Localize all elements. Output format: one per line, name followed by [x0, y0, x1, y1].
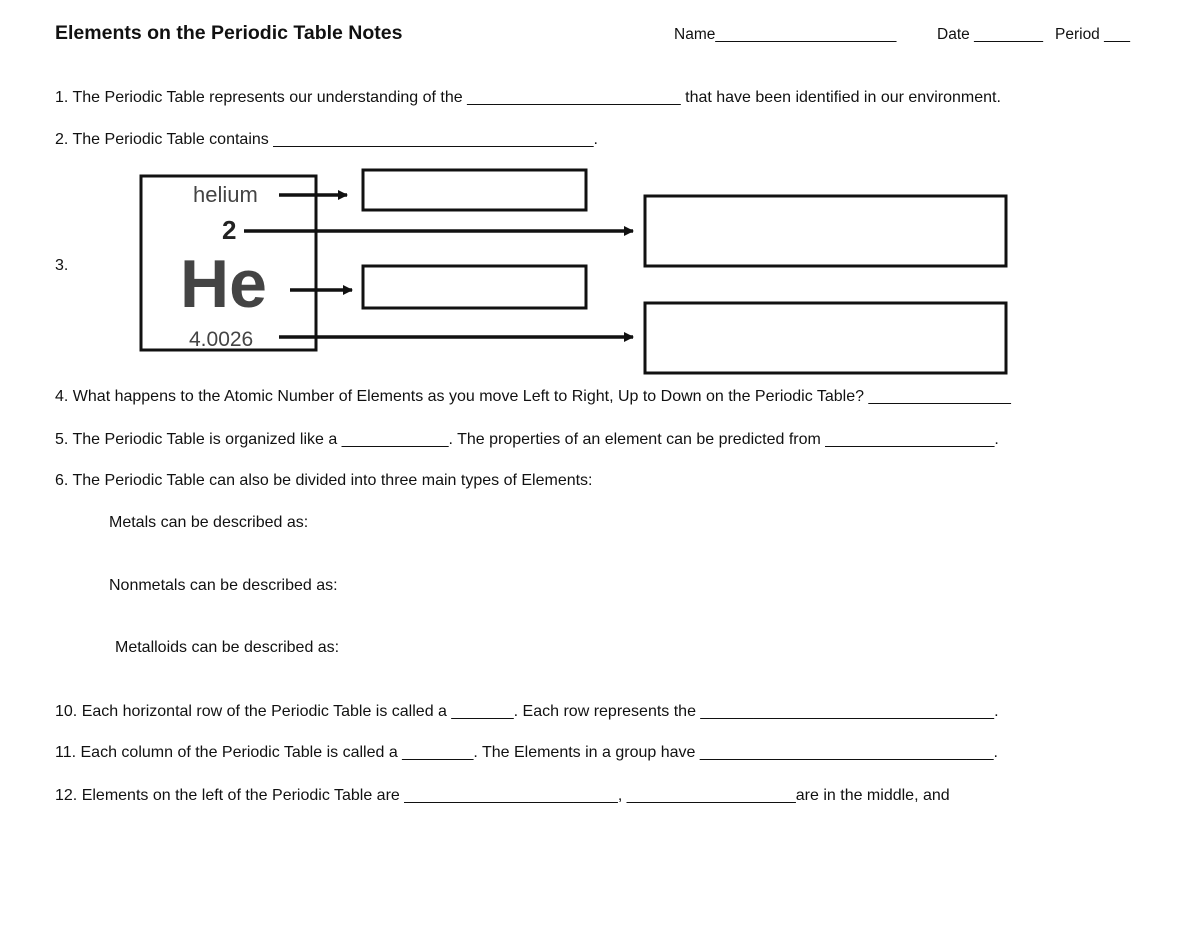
question-5: 5. The Periodic Table is organized like a ____________. The properties of an element can be predicted from ___________________. [55, 431, 999, 448]
question-1: 1. The Periodic Table represents our understanding of the ________________________ that have been identified in our environment. [55, 89, 1001, 106]
answer-box-symbol[interactable] [363, 266, 586, 308]
name-blank[interactable]: _____________________ [715, 26, 897, 43]
page-title: Elements on the Periodic Table Notes [55, 22, 403, 44]
answer-box-atomic-mass[interactable] [645, 303, 1006, 373]
atomic-number: 2 [222, 215, 237, 245]
question-4: 4. What happens to the Atomic Number of Elements as you move Left to Right, Up to Down on the Periodic Table? ________________ [55, 388, 1011, 405]
nonmetals-prompt: Nonmetals can be described as: [109, 577, 338, 594]
question-2: 2. The Periodic Table contains ____________________________________. [55, 131, 598, 148]
answer-box-atomic-number[interactable] [645, 196, 1006, 266]
question-10: 10. Each horizontal row of the Periodic Table is called a _______. Each row represents the _________________________________. [55, 703, 999, 720]
answer-box-name[interactable] [363, 170, 586, 210]
metals-prompt: Metals can be described as: [109, 514, 309, 531]
question-3-number: 3. [55, 257, 69, 274]
name-label: Name [674, 26, 716, 43]
element-name: helium [193, 182, 258, 207]
element-symbol: He [180, 246, 267, 322]
date-blank[interactable]: ________ [974, 26, 1044, 43]
atomic-mass: 4.0026 [189, 328, 254, 351]
metalloids-prompt: Metalloids can be described as: [115, 639, 340, 656]
question-11: 11. Each column of the Periodic Table is called a ________. The Elements in a group have _________________________________. [55, 744, 998, 761]
period-blank[interactable]: ___ [1104, 26, 1130, 43]
period-label: Period [1055, 26, 1100, 43]
question-6: 6. The Periodic Table can also be divided into three main types of Elements: [55, 472, 593, 489]
date-label: Date [937, 26, 970, 43]
question-12: 12. Elements on the left of the Periodic Table are ________________________, ___________________are in the middle, and [55, 787, 950, 804]
